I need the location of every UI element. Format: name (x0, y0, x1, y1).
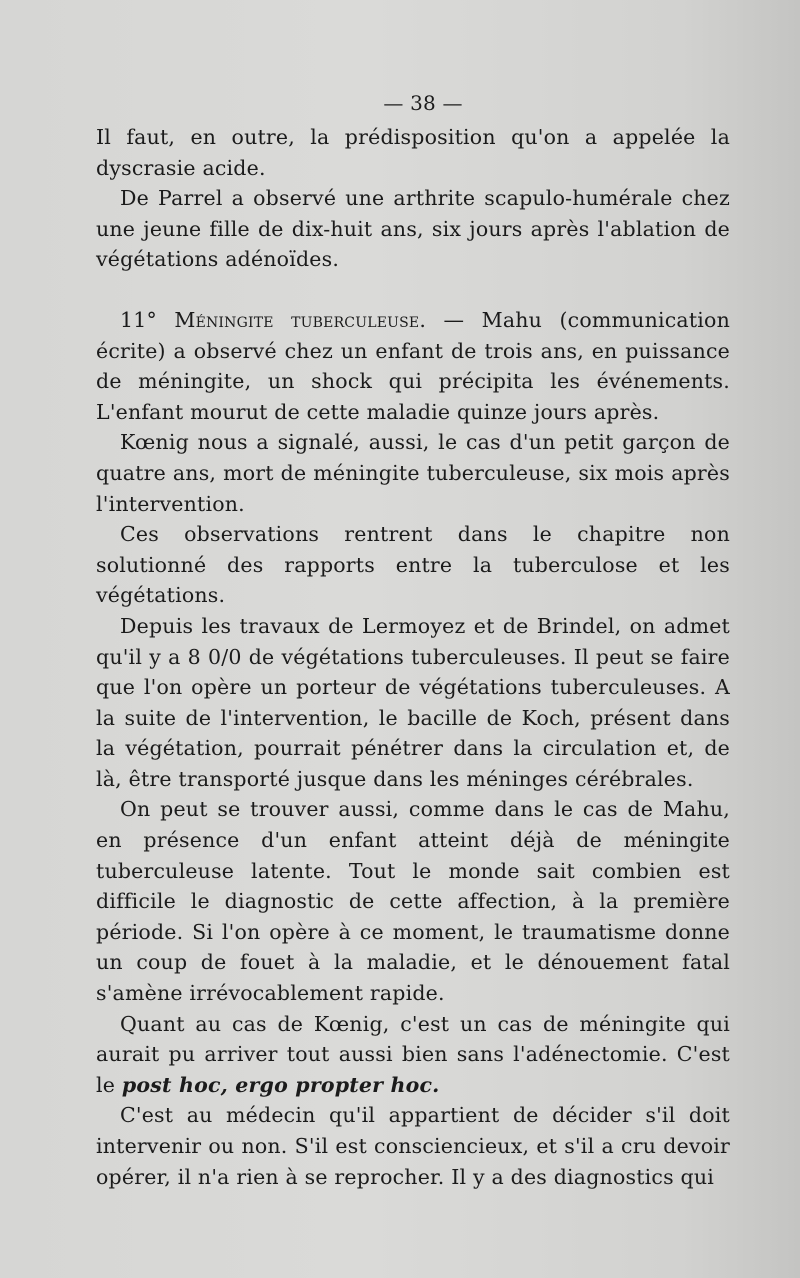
paragraph-mahu-case: On peut se trouver aussi, comme dans le cas de Mahu, en présence d'un enfant atteint déjà de méningite tuberculeuse latente. Tout le monde sait combien est difficile le diagnostic de cette affection, à la première période. Si l'on opère à ce moment, le traumatisme donne un coup de fouet à la maladie, et le dénouement fatal s'amène irrévocablement rapide. (96, 797, 730, 1006)
latin-phrase: post hoc, ergo propter hoc. (121, 1072, 440, 1097)
koenig-text: Quant au cas de Kœnig, c'est un cas de méningite qui aurait pu arriver tout aussi bien sans l'adénectomie. C'est le (96, 1011, 730, 1097)
section-lead-text: — Mahu (communication écrite) a observé chez un enfant de trois ans, en puissance de méningite, un shock qui précipita les événements. L'enfant mourut de cette maladie quinze jours après. (96, 307, 730, 424)
section-title: Méningite tuberculeuse. (174, 307, 427, 332)
paragraph-koenig-case: Kœnig nous a signalé, aussi, le cas d'un petit garçon de quatre ans, mort de méningite tuberculeuse, six mois après l'intervention. (96, 430, 730, 516)
paragraph-quant-koenig (96, 1009, 730, 1101)
paragraph-predisposition: Il faut, en outre, la prédisposition qu'on a appelée la dyscrasie acide. (96, 125, 730, 180)
paragraph-lermoyez-brindel: Depuis les travaux de Lermoyez et de Brindel, on admet qu'il y a 8 0/0 de végétations tuberculeuses. Il peut se faire que l'on opère un porteur de végétations tuberculeuses. A la suite de l'intervention, le bacille de Koch, présent dans la végétation, pourrait pénétrer dans la circulation et, de là, être transporté jusque dans les méninges cérébrales. (96, 613, 730, 791)
paragraph-de-parrel: De Parrel a observé une arthrite scapulo-humérale chez une jeune fille de dix-huit ans, six jours après l'ablation de végétations adénoïdes. (96, 186, 730, 272)
book-page (96, 88, 730, 1192)
page-number: — 38 — (383, 91, 463, 115)
paragraph-observations: Ces observations rentrent dans le chapitre non solutionné des rapports entre la tuberculose et les végétations. (96, 522, 730, 608)
section-meningite (96, 305, 730, 427)
section-number: 11° (120, 307, 157, 332)
paragraph-medecin: C'est au médecin qu'il appartient de décider s'il doit intervenir ou non. S'il est consciencieux, et s'il a cru devoir opérer, il n'a rien à se reprocher. Il y a des diagnostics qui (96, 1103, 730, 1189)
